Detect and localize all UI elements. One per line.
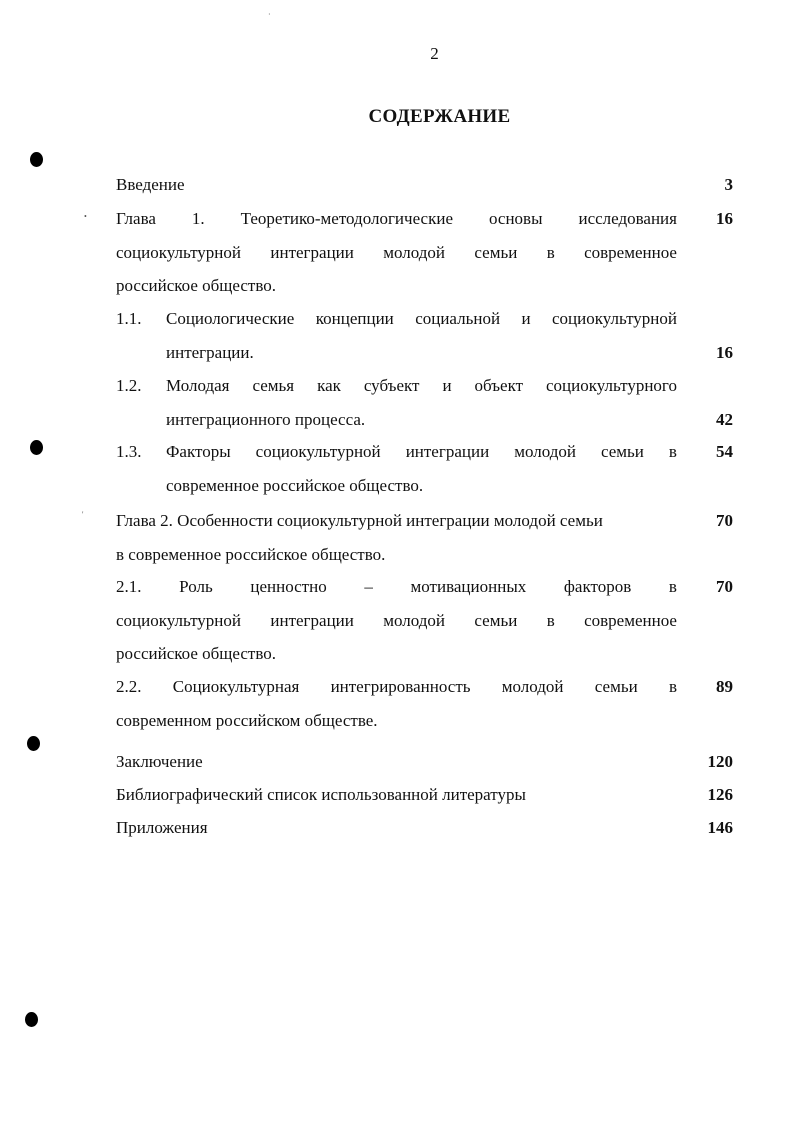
toc-line: интеграционного процесса. [166, 409, 366, 429]
word: и [442, 376, 452, 395]
word: концепции [315, 309, 394, 328]
toc-line: современном российском обществе. [116, 710, 378, 730]
toc-entry-label: Заключение [116, 752, 203, 771]
word: – [364, 577, 373, 596]
toc-line: интеграции. [166, 342, 254, 362]
toc-entry-page: 42 [716, 409, 733, 429]
word: социокультурной [116, 242, 242, 262]
word: современное [584, 242, 677, 262]
word: ценностно [250, 577, 327, 596]
binder-hole-mark [30, 152, 43, 167]
toc-entry-page: 16 [716, 209, 733, 228]
word: семьи [474, 610, 518, 630]
binder-hole-mark [25, 1012, 38, 1027]
word: социальной [415, 309, 501, 328]
word: молодой [383, 610, 446, 630]
toc-entry-appendices[interactable] [0, 811, 793, 845]
word: интегрированность [330, 677, 471, 696]
word: Теоретико-методологические [240, 209, 454, 228]
toc-entry-page: 89 [716, 677, 733, 696]
word: и [521, 309, 531, 328]
word: Социологические [166, 309, 295, 328]
word: в [546, 242, 555, 262]
toc-entry-page: 126 [707, 785, 733, 804]
toc-entry-section-2-1[interactable] [0, 570, 793, 671]
page-number: 2 [430, 44, 439, 63]
toc-entry-page: 3 [724, 175, 733, 194]
toc-entry-page: 16 [716, 342, 733, 362]
scan-speck: · [268, 10, 271, 19]
word: интеграции [270, 610, 354, 630]
word: мотивационных [410, 577, 527, 596]
word: 1. [191, 209, 205, 228]
toc-entry-page: 120 [707, 752, 733, 771]
toc-line: Глава 2. Особенности социокультурной интеграции молодой семьи [116, 511, 603, 530]
word: основы [488, 209, 543, 228]
toc-entry-label [116, 670, 677, 737]
scan-speck: ' [82, 510, 84, 519]
toc-entry-label [166, 369, 677, 436]
word: исследования [578, 209, 677, 228]
toc-entry-label [166, 302, 677, 369]
toc-line: российское общество. [116, 644, 276, 663]
word: социокультурного [546, 376, 677, 395]
word: факторов [563, 577, 632, 596]
word: объект [474, 376, 524, 395]
toc-entry-chapter-2[interactable] [0, 504, 793, 571]
word: субъект [363, 376, 420, 395]
toc-line [116, 670, 677, 704]
toc-entry-page: 54 [716, 442, 733, 461]
word: семьи [594, 677, 638, 696]
word: молодой [383, 242, 446, 262]
toc-entry-section-1-2[interactable] [0, 369, 793, 436]
toc-line: российское общество. [116, 276, 276, 295]
word: молодой [514, 442, 576, 461]
word: социокультурной [255, 442, 381, 461]
word: социокультурной [116, 610, 242, 630]
toc-line [166, 302, 677, 336]
word: Социокультурная [172, 677, 300, 696]
word: в [546, 610, 555, 630]
word: интеграции [405, 442, 490, 461]
toc-entry-section-1-3[interactable] [0, 435, 793, 502]
word: в [668, 442, 677, 461]
toc-entry-label: Введение [116, 175, 185, 194]
word: 2.1. [116, 577, 142, 596]
toc-entry-section-1-1[interactable] [0, 302, 793, 369]
toc-entry-chapter-1[interactable] [0, 202, 793, 303]
toc-entry-number: 1.3. [116, 442, 142, 461]
toc-entry-label [166, 435, 677, 502]
word: семьи [600, 442, 644, 461]
toc-entry-label: Библиографический список использованной литературы [116, 785, 526, 804]
toc-line: в современное российское общество. [116, 544, 386, 564]
word: Роль [179, 577, 213, 596]
toc-entry-conclusion[interactable] [0, 745, 793, 779]
toc-line [166, 369, 677, 403]
word: как [317, 376, 341, 395]
toc-line: современное российское общество. [166, 475, 424, 495]
toc-line [116, 236, 677, 270]
word: интеграции [270, 242, 354, 262]
word: социокультурной [551, 309, 677, 328]
word: семья [252, 376, 295, 395]
word: Глава [116, 209, 156, 228]
toc-entry-page: 70 [716, 577, 733, 596]
toc-entry-page: 70 [716, 511, 733, 530]
scan-speck: • [84, 212, 87, 221]
word: Факторы [166, 442, 231, 461]
toc-entry-section-2-2[interactable] [0, 670, 793, 737]
word: молодой [501, 677, 564, 696]
toc-entry-page: 146 [707, 818, 733, 837]
toc-line [116, 604, 677, 638]
word: современное [584, 610, 677, 630]
toc-entry-number: 1.2. [116, 376, 142, 395]
toc-entry-label [116, 202, 677, 303]
toc-line [166, 435, 677, 469]
toc-entry-label: Приложения [116, 818, 208, 837]
toc-entry-number: 1.1. [116, 309, 142, 328]
toc-entry-label [116, 504, 677, 571]
word: 2.2. [116, 677, 142, 696]
word: Молодая [166, 376, 230, 395]
toc-entry-label [116, 570, 677, 671]
word: в [668, 677, 677, 696]
word: семьи [474, 242, 518, 262]
toc-entry-bibliography[interactable] [0, 778, 793, 812]
toc-entry-intro[interactable] [0, 168, 793, 202]
word: в [668, 577, 677, 596]
page-title: СОДЕРЖАНИЕ [368, 106, 511, 127]
toc-line [116, 570, 677, 604]
toc-line [116, 202, 677, 236]
